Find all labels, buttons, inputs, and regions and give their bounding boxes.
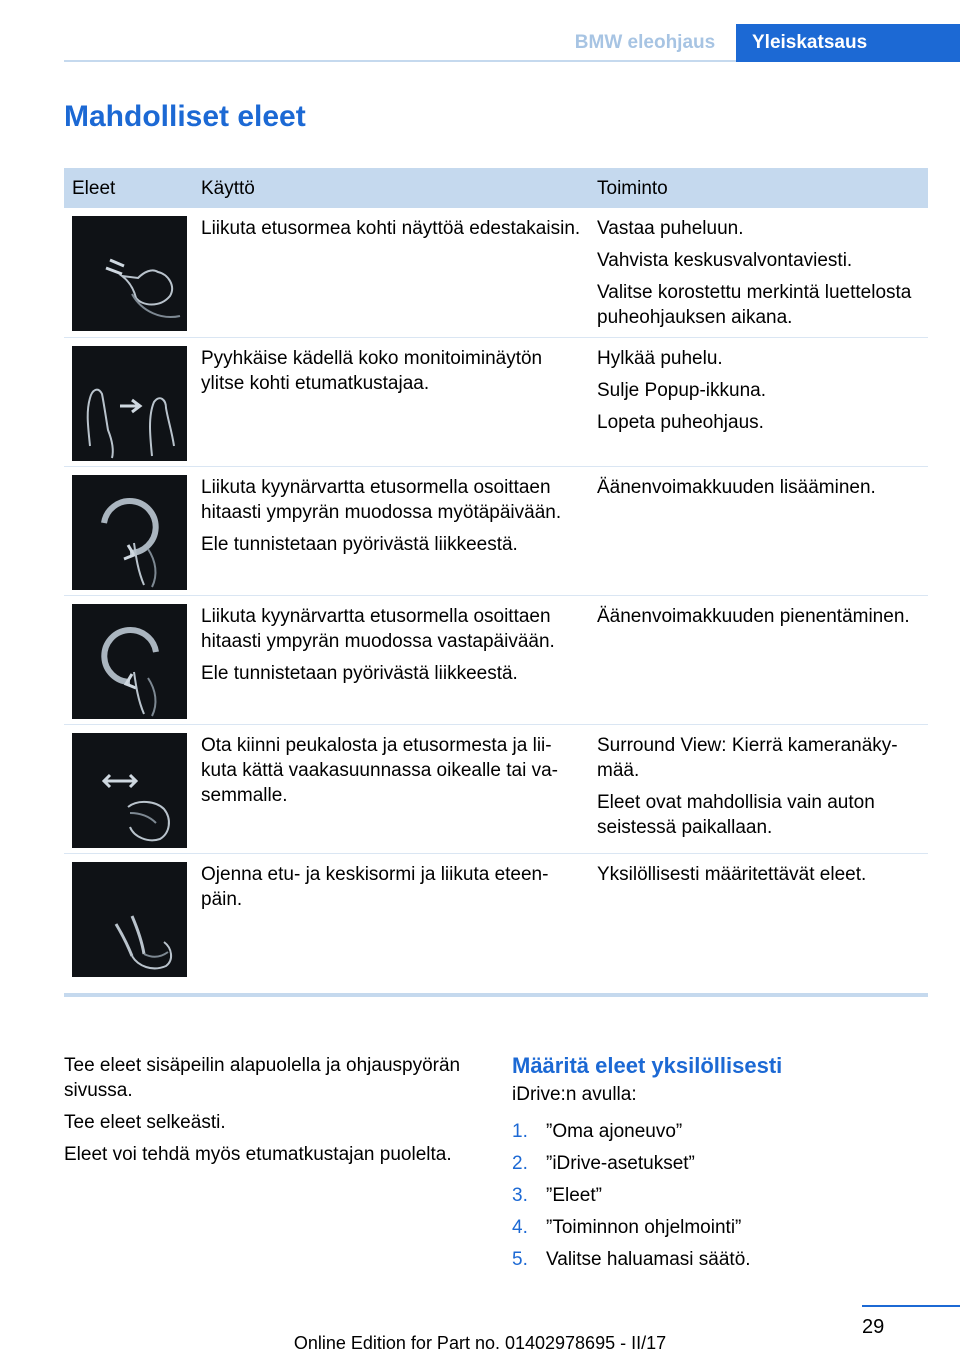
step-text: ”Oma ajoneuvo” xyxy=(546,1121,683,1142)
list-item xyxy=(512,1151,928,1183)
header-section-tab: BMW eleohjaus xyxy=(574,32,716,53)
custom-gestures-intro: iDrive:n avulla: xyxy=(512,1084,637,1105)
function-text: Surround View: Kierrä kameranäkymää. xyxy=(597,735,898,781)
edition-footer: Online Edition for Part no. 01402978695 - II/17 xyxy=(293,1333,667,1353)
function-text: Yksilöllisesti määritettävät eleet. xyxy=(597,864,867,885)
function-text: Sulje Popup-ikkuna. xyxy=(597,380,766,401)
gesture-cell xyxy=(64,854,193,995)
use-text: Ojenna etu- ja keskisormi ja liikuta eteenpäin. xyxy=(201,864,549,910)
table-header-row xyxy=(64,168,928,208)
function-cell xyxy=(589,467,928,596)
function-cell xyxy=(589,725,928,854)
function-text: Äänenvoimakkuuden pienentäminen. xyxy=(597,606,910,627)
finger-tap-gesture-icon xyxy=(72,216,187,331)
use-cell xyxy=(193,596,589,725)
use-text: Pyyhkäise kädellä koko monitoiminäytön ylitse kohti etumatkustajaa. xyxy=(201,348,543,394)
use-text: Ota kiinni peukalosta ja etusormesta ja liikuta kättä vaakasuunnassa oikealle tai vasemmalle. xyxy=(201,735,558,806)
step-number: 1. xyxy=(512,1121,528,1142)
use-cell xyxy=(193,208,589,338)
use-text: Liikuta kyynärvartta etusormella osoittaen hitaasti ympyrän muodossa myötäpäivään. xyxy=(201,477,562,523)
header-chapter-tab: Yleiskatsaus xyxy=(736,24,960,62)
column-header-gestures: Eleet xyxy=(64,168,193,208)
function-text: Äänenvoimakkuuden lisääminen. xyxy=(597,477,876,498)
use-cell xyxy=(193,467,589,596)
function-text: Lopeta puheohjaus. xyxy=(597,412,764,433)
step-text: ”iDrive-asetukset” xyxy=(546,1153,695,1174)
use-text: Liikuta etusormea kohti näyttöä edestakaisin. xyxy=(201,218,581,239)
hand-swipe-gesture-icon xyxy=(72,346,187,461)
step-number: 3. xyxy=(512,1185,528,1206)
note-text: Tee eleet selkeästi. xyxy=(64,1112,226,1133)
use-text: Ele tunnistetaan pyörivästä liikkeestä. xyxy=(201,663,518,684)
gesture-cell xyxy=(64,596,193,725)
footer-rule xyxy=(862,1305,960,1307)
list-item xyxy=(512,1183,928,1215)
table-row xyxy=(64,208,928,338)
gesture-cell xyxy=(64,338,193,467)
function-cell xyxy=(589,338,928,467)
circle-clockwise-gesture-icon xyxy=(72,475,187,590)
table-row xyxy=(64,338,928,467)
use-cell xyxy=(193,854,589,995)
table-row xyxy=(64,596,928,725)
step-text: ”Eleet” xyxy=(546,1185,602,1206)
function-text: Vastaa puheluun. xyxy=(597,218,744,239)
use-text: Liikuta kyynärvartta etusormella osoittaen hitaasti ympyrän muodossa vastapäivään. xyxy=(201,606,555,652)
two-finger-gesture-icon xyxy=(72,862,187,977)
function-text: Eleet ovat mahdollisia vain auton seistessä paikallaan. xyxy=(597,792,875,838)
step-text: Valitse haluamasi säätö. xyxy=(546,1249,751,1270)
step-text: ”Toiminnon ohjelmointi” xyxy=(546,1217,742,1238)
gesture-cell xyxy=(64,725,193,854)
gesture-cell xyxy=(64,467,193,596)
column-header-function: Toiminto xyxy=(589,168,928,208)
table-row xyxy=(64,725,928,854)
function-cell xyxy=(589,208,928,338)
page-title: Mahdolliset eleet xyxy=(64,100,306,133)
circle-counterclockwise-gesture-icon xyxy=(72,604,187,719)
steps-list xyxy=(512,1119,928,1279)
column-header-use: Käyttö xyxy=(193,168,589,208)
page-number: 29 xyxy=(862,1316,885,1338)
pinch-drag-gesture-icon xyxy=(72,733,187,848)
list-item xyxy=(512,1215,928,1247)
use-text: Ele tunnistetaan pyörivästä liikkeestä. xyxy=(201,534,518,555)
custom-gestures-heading: Määritä eleet yksilöllisesti xyxy=(512,1053,783,1078)
gesture-cell xyxy=(64,208,193,338)
function-text: Hylkää puhelu. xyxy=(597,348,723,369)
function-cell xyxy=(589,854,928,995)
gesture-table xyxy=(64,168,928,997)
function-cell xyxy=(589,596,928,725)
note-text: Tee eleet sisäpeilin alapuolella ja ohjauspyörän sivussa. xyxy=(64,1055,461,1101)
list-item xyxy=(512,1247,928,1279)
gesture-notes xyxy=(64,1053,484,1174)
function-text: Vahvista keskusvalvontaviesti. xyxy=(597,250,853,271)
table-row xyxy=(64,467,928,596)
table-row xyxy=(64,854,928,995)
use-cell xyxy=(193,338,589,467)
step-number: 2. xyxy=(512,1153,528,1174)
list-item xyxy=(512,1119,928,1151)
custom-gestures-section xyxy=(512,1052,928,1279)
use-cell xyxy=(193,725,589,854)
function-text: Valitse korostettu merkintä luettelosta puheohjauksen aikana. xyxy=(597,282,912,328)
note-text: Eleet voi tehdä myös etumatkustajan puolelta. xyxy=(64,1144,452,1165)
step-number: 4. xyxy=(512,1217,528,1238)
step-number: 5. xyxy=(512,1249,528,1270)
